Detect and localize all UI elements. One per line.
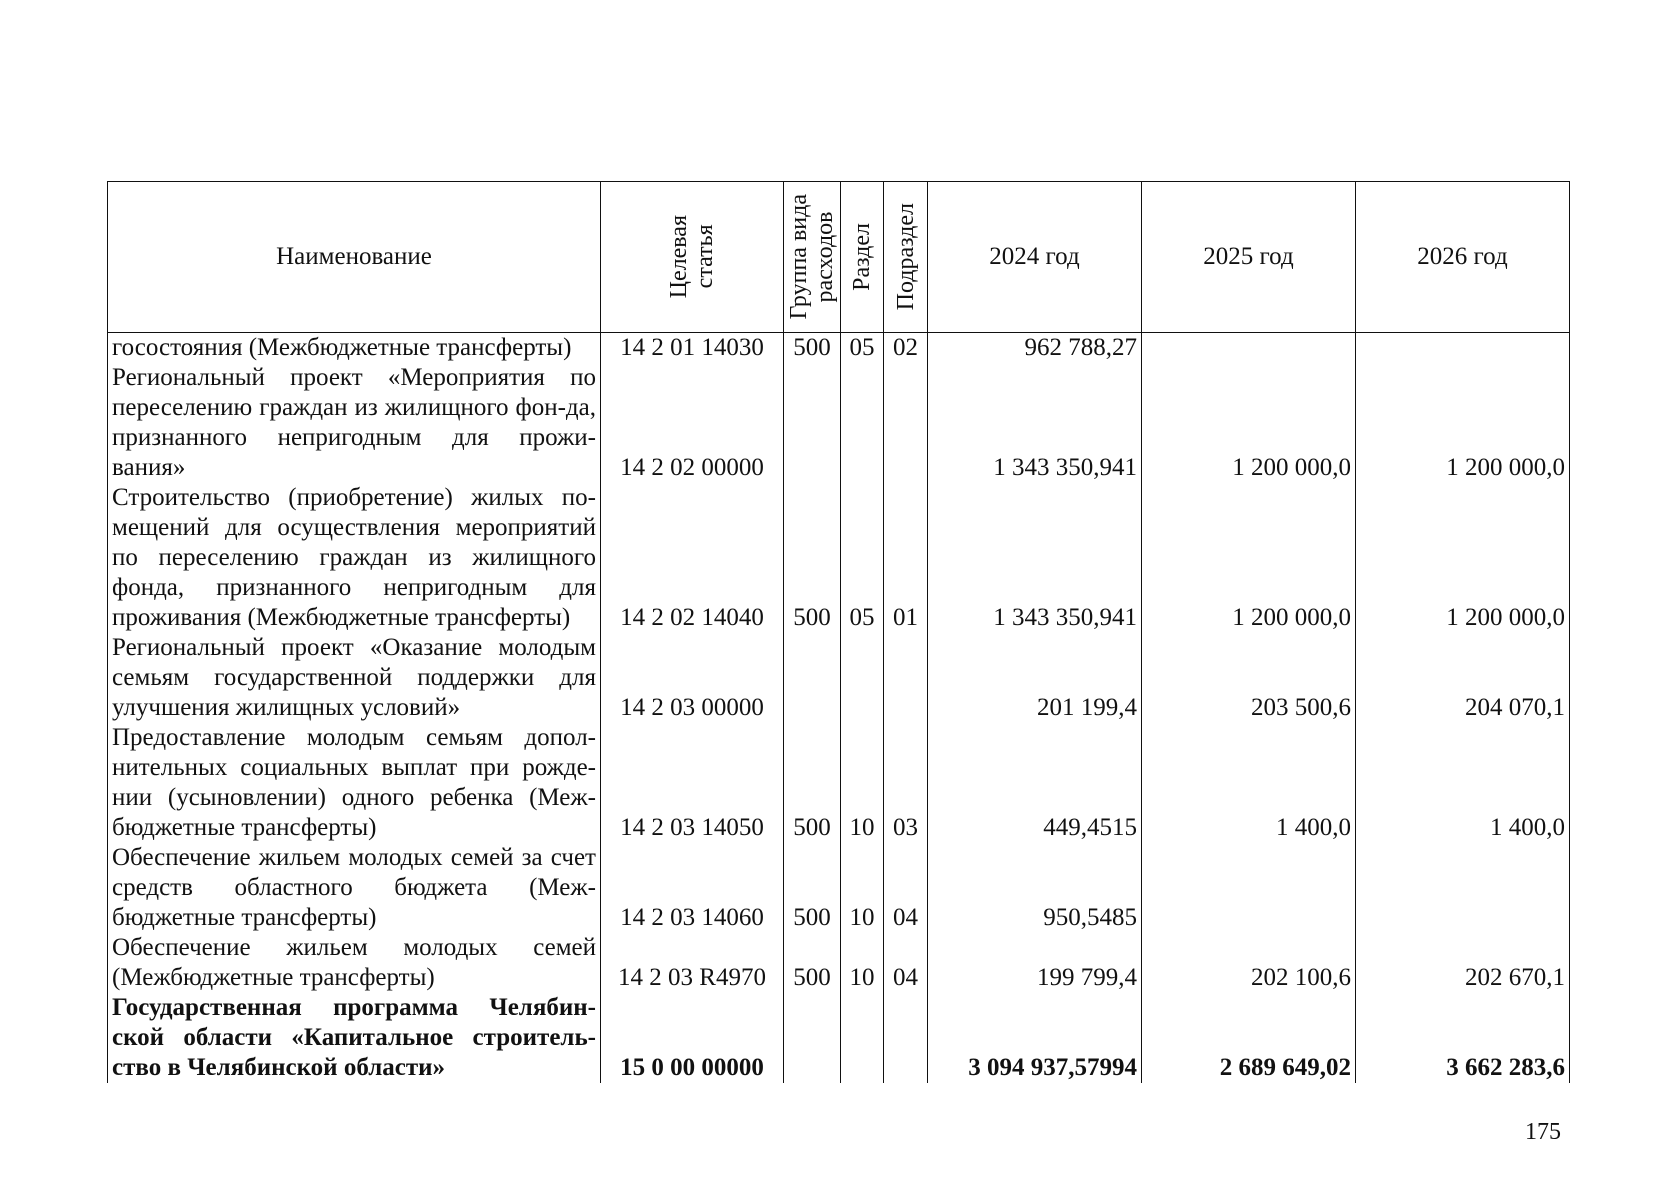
row-target-article: 14 2 03 14060 — [601, 843, 784, 933]
row-section: 10 — [841, 933, 884, 993]
row-name: Региональный проект «Оказание молодым семьям государственной поддержки для улучшения жилищных условий» — [108, 633, 601, 723]
row-value-2026: 1 200 000,0 — [1356, 363, 1570, 483]
row-value-2026: 1 200 000,0 — [1356, 483, 1570, 633]
row-value-2026: 202 670,1 — [1356, 933, 1570, 993]
row-target-article: 15 0 00 00000 — [601, 993, 784, 1083]
table-row — [108, 723, 1570, 843]
row-name: Государственная программа Челябин-ской области «Капитальное строитель-ство в Челябинской области» — [108, 993, 601, 1083]
row-expense-group: 500 — [784, 333, 841, 364]
row-section: 10 — [841, 723, 884, 843]
row-value-2024: 199 799,4 — [928, 933, 1142, 993]
row-target-article: 14 2 03 14050 — [601, 723, 784, 843]
row-value-2025: 202 100,6 — [1142, 933, 1356, 993]
header-subsection: Подраздел — [884, 182, 928, 333]
row-section — [841, 633, 884, 723]
row-expense-group — [784, 633, 841, 723]
row-value-2025 — [1142, 333, 1356, 364]
row-name: Региональный проект «Мероприятия по переселению граждан из жилищного фон-да, признанного непригодным для прожи-вания» — [108, 363, 601, 483]
header-section: Раздел — [841, 182, 884, 333]
row-subsection: 03 — [884, 723, 928, 843]
row-target-article: 14 2 02 14040 — [601, 483, 784, 633]
row-name: Строительство (приобретение) жилых по-мещений для осуществления мероприятий по переселению граждан из жилищного фонда, признанного непригодным для проживания (Межбюджетные трансферты) — [108, 483, 601, 633]
table-row — [108, 333, 1570, 364]
row-expense-group — [784, 363, 841, 483]
table-row — [108, 633, 1570, 723]
row-subsection: 01 — [884, 483, 928, 633]
row-value-2025: 1 400,0 — [1142, 723, 1356, 843]
row-value-2024: 962 788,27 — [928, 333, 1142, 364]
row-name: Обеспечение жильем молодых семей (Межбюджетные трансферты) — [108, 933, 601, 993]
row-value-2025: 1 200 000,0 — [1142, 483, 1356, 633]
row-expense-group: 500 — [784, 723, 841, 843]
row-value-2026 — [1356, 333, 1570, 364]
row-target-article: 14 2 01 14030 — [601, 333, 784, 364]
row-subsection: 04 — [884, 843, 928, 933]
page-number: 175 — [1525, 1119, 1561, 1145]
table-row-program-total — [108, 993, 1570, 1083]
row-section: 05 — [841, 483, 884, 633]
row-expense-group — [784, 993, 841, 1083]
row-target-article: 14 2 03 R4970 — [601, 933, 784, 993]
budget-table — [107, 181, 1570, 1083]
row-section — [841, 363, 884, 483]
table-row — [108, 483, 1570, 633]
header-target-article: Целевая статья — [601, 182, 784, 333]
row-target-article: 14 2 03 00000 — [601, 633, 784, 723]
row-expense-group: 500 — [784, 483, 841, 633]
header-year-2025: 2025 год — [1142, 182, 1356, 333]
row-value-2024: 3 094 937,57994 — [928, 993, 1142, 1083]
row-name: госостояния (Межбюджетные трансферты) — [108, 333, 601, 364]
table-row — [108, 843, 1570, 933]
table-row — [108, 933, 1570, 993]
row-subsection — [884, 633, 928, 723]
row-target-article: 14 2 02 00000 — [601, 363, 784, 483]
row-subsection: 02 — [884, 333, 928, 364]
row-subsection — [884, 993, 928, 1083]
row-subsection: 04 — [884, 933, 928, 993]
row-section: 05 — [841, 333, 884, 364]
row-expense-group: 500 — [784, 933, 841, 993]
row-value-2024: 449,4515 — [928, 723, 1142, 843]
row-name: Предоставление молодым семьям допол-нительных социальных выплат при рожде-нии (усыновлении) одного ребенка (Меж-бюджетные трансферты) — [108, 723, 601, 843]
row-value-2025: 1 200 000,0 — [1142, 363, 1356, 483]
row-section: 10 — [841, 843, 884, 933]
row-value-2024: 1 343 350,941 — [928, 483, 1142, 633]
row-value-2026: 204 070,1 — [1356, 633, 1570, 723]
row-subsection — [884, 363, 928, 483]
header-year-2026: 2026 год — [1356, 182, 1570, 333]
row-value-2024: 1 343 350,941 — [928, 363, 1142, 483]
row-section — [841, 993, 884, 1083]
row-value-2025: 203 500,6 — [1142, 633, 1356, 723]
header-name: Наименование — [108, 182, 601, 333]
table-row — [108, 363, 1570, 483]
header-expense-group: Группа вида расходов — [784, 182, 841, 333]
row-value-2026 — [1356, 843, 1570, 933]
table-header-row — [108, 182, 1570, 333]
row-name: Обеспечение жильем молодых семей за счет средств областного бюджета (Меж-бюджетные трансферты) — [108, 843, 601, 933]
row-value-2026: 3 662 283,6 — [1356, 993, 1570, 1083]
row-value-2024: 950,5485 — [928, 843, 1142, 933]
row-expense-group: 500 — [784, 843, 841, 933]
row-value-2026: 1 400,0 — [1356, 723, 1570, 843]
row-value-2024: 201 199,4 — [928, 633, 1142, 723]
row-value-2025: 2 689 649,02 — [1142, 993, 1356, 1083]
row-value-2025 — [1142, 843, 1356, 933]
header-year-2024: 2024 год — [928, 182, 1142, 333]
